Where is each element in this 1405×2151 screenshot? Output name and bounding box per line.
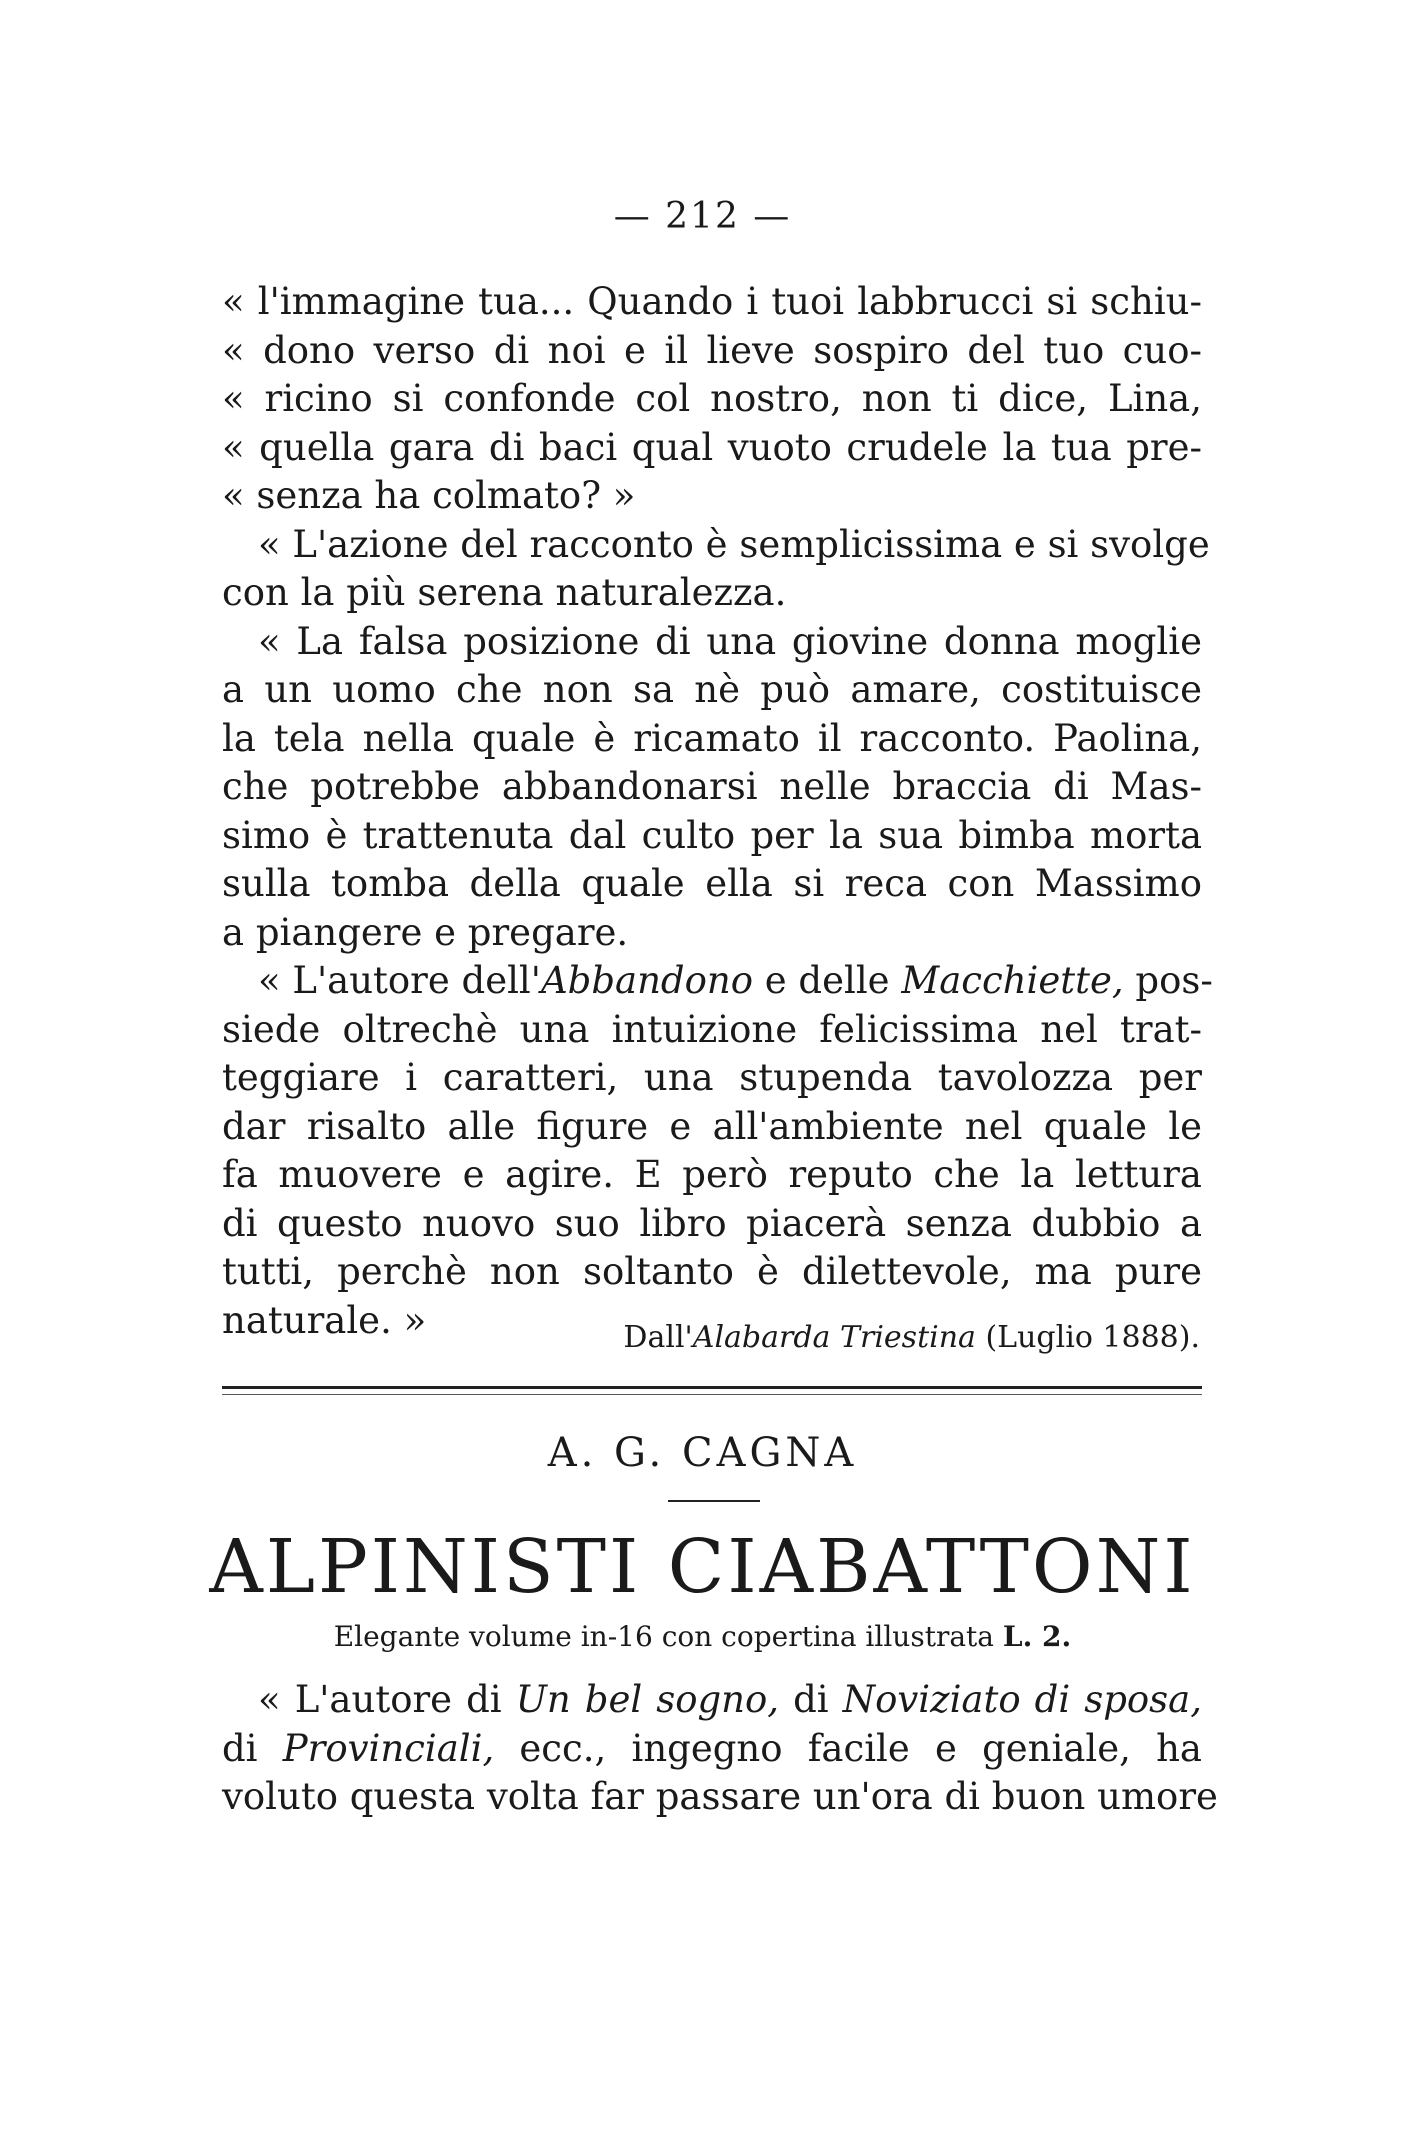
italic-title: Macchiette, — [901, 959, 1124, 1002]
text-segment: di — [222, 1726, 283, 1770]
text-line — [222, 1676, 1202, 1725]
ad-subtitle — [0, 1620, 1405, 1653]
text-line: con la più serena naturalezza. — [222, 571, 787, 614]
text-line: tutti, perchè non soltanto è dilettevole, ma pure — [222, 1250, 1202, 1293]
text-segment: (Luglio 1888). — [975, 1320, 1200, 1355]
text-line: « senza ha colmato? » — [222, 474, 636, 517]
ad-text — [222, 1676, 1218, 1822]
text-line: dar risalto alle figure e all'ambiente nel quale le — [222, 1104, 1202, 1148]
text-line: siede oltrechè una intuizione felicissima nel trat- — [222, 1007, 1202, 1051]
text-line: di questo nuovo suo libro piacerà senza dubbio a — [222, 1201, 1202, 1245]
source-citation — [0, 1320, 1200, 1355]
text-line: la tela nella quale è ricamato il racconto. Paolina, — [222, 716, 1202, 760]
text-line: che potrebbe abbandonarsi nelle braccia di Mas- — [222, 765, 1202, 808]
ad-title: ALPINISTI CIABATTONI — [209, 1524, 1196, 1610]
text-line: « dono verso di noi e il lieve sospiro del tuo cuo- — [222, 328, 1202, 372]
text-segment: « L'autore di — [258, 1678, 516, 1721]
price: L. 2. — [1002, 1620, 1072, 1653]
text-segment: di — [779, 1678, 843, 1721]
text-segment: e delle — [753, 959, 902, 1002]
italic-title: Provinciali, — [282, 1726, 495, 1770]
text-line — [222, 1725, 1202, 1774]
text-line: simo è trattenuta dal culto per la sua bimba morta — [222, 813, 1202, 857]
ad-author: A. G. CAGNA — [547, 1430, 858, 1476]
review-text — [222, 278, 1213, 1345]
text-line: naturale. » — [222, 1298, 427, 1342]
text-segment: Dall' — [623, 1320, 693, 1355]
text-line: a piangere e pregare. — [222, 910, 629, 954]
italic-title: Alabarda Triestina — [692, 1320, 976, 1355]
text-line: « La falsa posizione di una giovine donna moglie — [258, 619, 1202, 663]
divider — [668, 1500, 760, 1502]
text-line: fa muovere e agire. E però reputo che la lettura — [222, 1153, 1202, 1196]
text-line: a un uomo che non sa nè può amare, costituisce — [222, 668, 1202, 711]
text-segment: ecc., ingegno facile e geniale, ha — [494, 1726, 1202, 1770]
page-number: — 212 — — [613, 196, 792, 237]
text-line: sulla tomba della quale ella si reca con Massimo — [222, 862, 1202, 905]
italic-title: Abbandono — [540, 959, 753, 1002]
text-line — [222, 957, 1213, 1006]
text-segment: « L'autore dell' — [258, 959, 541, 1002]
text-line: « ricino si confonde col nostro, non ti dice, Lina, — [222, 377, 1202, 420]
text-line: « quella gara di baci qual vuoto crudele la tua pre- — [222, 425, 1202, 469]
text-line: voluto questa volta far passare un'ora di buon umore — [222, 1775, 1218, 1818]
text-segment: pos- — [1123, 959, 1213, 1002]
italic-title: Un bel sogno, — [515, 1678, 780, 1721]
text-segment: Elegante volume in-16 con copertina illustrata — [333, 1620, 1003, 1653]
text-line: « l'immagine tua... Quando i tuoi labbrucci si schiu- — [222, 280, 1202, 323]
italic-title: Noviziato di sposa, — [842, 1678, 1202, 1721]
text-line: « L'azione del racconto è semplicissima e si svolge — [258, 522, 1210, 566]
text-line: teggiare i caratteri, una stupenda tavolozza per — [222, 1056, 1202, 1099]
divider — [222, 1394, 1202, 1395]
divider — [222, 1386, 1202, 1389]
